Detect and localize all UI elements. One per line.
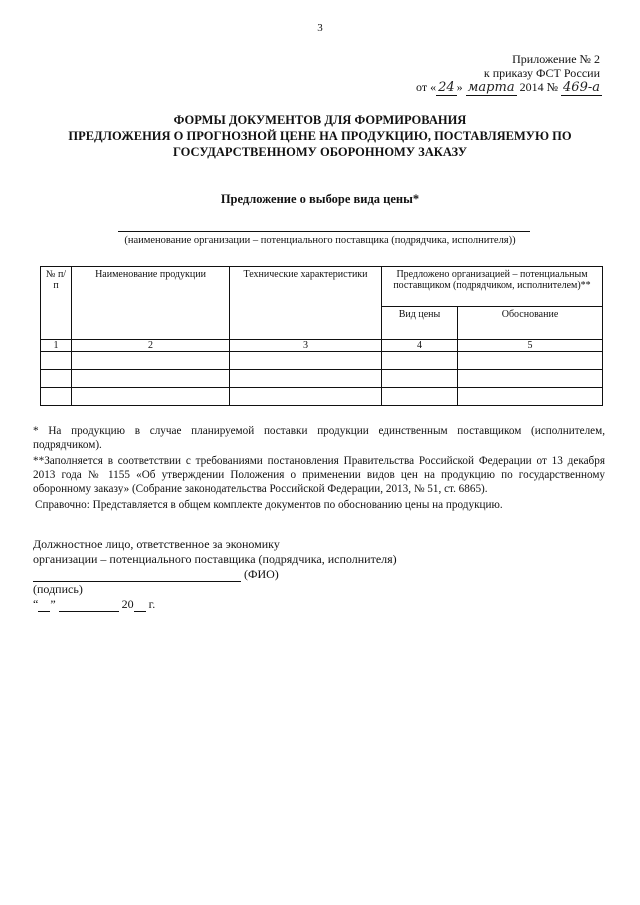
date-line: “ ” 20 г. [33, 597, 156, 611]
footnote-1: * На продукцию в случае планируемой поставки продукции единственным поставщиком (исполнителем, подрядчиком). [33, 425, 605, 451]
reference-note: Справочно: Представляется в общем комплекте документов по обоснованию цены на продукцию. [35, 499, 503, 511]
organization-name-line [118, 231, 530, 232]
col-number-3: 3 [230, 340, 382, 352]
header-justification: Обоснование [458, 307, 603, 340]
title-line-1: ФОРМЫ ДОКУМЕНТОВ ДЛЯ ФОРМИРОВАНИЯ [173, 113, 467, 127]
header-price-type: Вид цены [382, 307, 458, 340]
column-number-row [41, 340, 603, 352]
form-subtitle: Предложение о выборе вида цены* [220, 192, 420, 206]
date-year: 2014 № [519, 80, 559, 94]
header-proposed: Предложено организацией – потенциальным поставщиком (подрядчиком, исполнителем)** [382, 267, 603, 307]
table-row [41, 370, 603, 388]
appendix-line-2: к приказу ФСТ России [483, 66, 600, 80]
year-field [134, 611, 146, 612]
signature-block [33, 537, 397, 612]
handwritten-day: 24 [438, 80, 455, 95]
handwritten-month: марта [467, 80, 515, 95]
col-number-1: 1 [41, 340, 72, 352]
header-product-name: Наименование продукции [72, 267, 230, 340]
signature-line-2: организации – потенциального поставщика (подрядчика, исполнителя) [33, 552, 397, 566]
day-field [38, 611, 50, 612]
handwritten-order-number: 469-а [563, 80, 600, 95]
col-number-4: 4 [382, 340, 458, 352]
appendix-date-line [416, 80, 602, 95]
price-proposal-table [40, 266, 603, 406]
fio-label: (ФИО) [244, 567, 279, 581]
document-title [0, 112, 640, 160]
footnote-2: **Заполняется в соответствии с требованиями постановления Правительства Российской Федерации от 13 декабря 2013 года № 1155 «Об утверждении Положения о применении видов цен на продукцию по государственному оборонному заказу» (Собрание законодательства Российской Федерации, 2013, № 51, ст. 6865). [33, 455, 605, 495]
month-field [59, 611, 119, 612]
signature-line-1: Должностное лицо, ответственное за экономику [33, 537, 280, 551]
table-row [41, 352, 603, 370]
date-prefix: от « [416, 80, 437, 94]
title-line-2: ПРЕДЛОЖЕНИЯ О ПРОГНОЗНОЙ ЦЕНЕ НА ПРОДУКЦИЮ, ПОСТАВЛЯЕМУЮ ПО [68, 129, 572, 143]
table-row [41, 388, 603, 406]
col-number-2: 2 [72, 340, 230, 352]
header-technical-specs: Технические характеристики [230, 267, 382, 340]
appendix-line-1: Приложение № 2 [512, 52, 600, 66]
page-number: 3 [317, 22, 323, 34]
col-number-5: 5 [458, 340, 603, 352]
signature-caption: (подпись) [33, 582, 83, 596]
title-line-3: ГОСУДАРСТВЕННОМУ ОБОРОННОМУ ЗАКАЗУ [172, 145, 468, 159]
date-close-quote: » [456, 80, 463, 94]
footnotes [33, 424, 605, 514]
organization-caption: (наименование организации – потенциального поставщика (подрядчика, исполнителя)) [124, 235, 516, 246]
header-number: № п/п [41, 267, 72, 340]
